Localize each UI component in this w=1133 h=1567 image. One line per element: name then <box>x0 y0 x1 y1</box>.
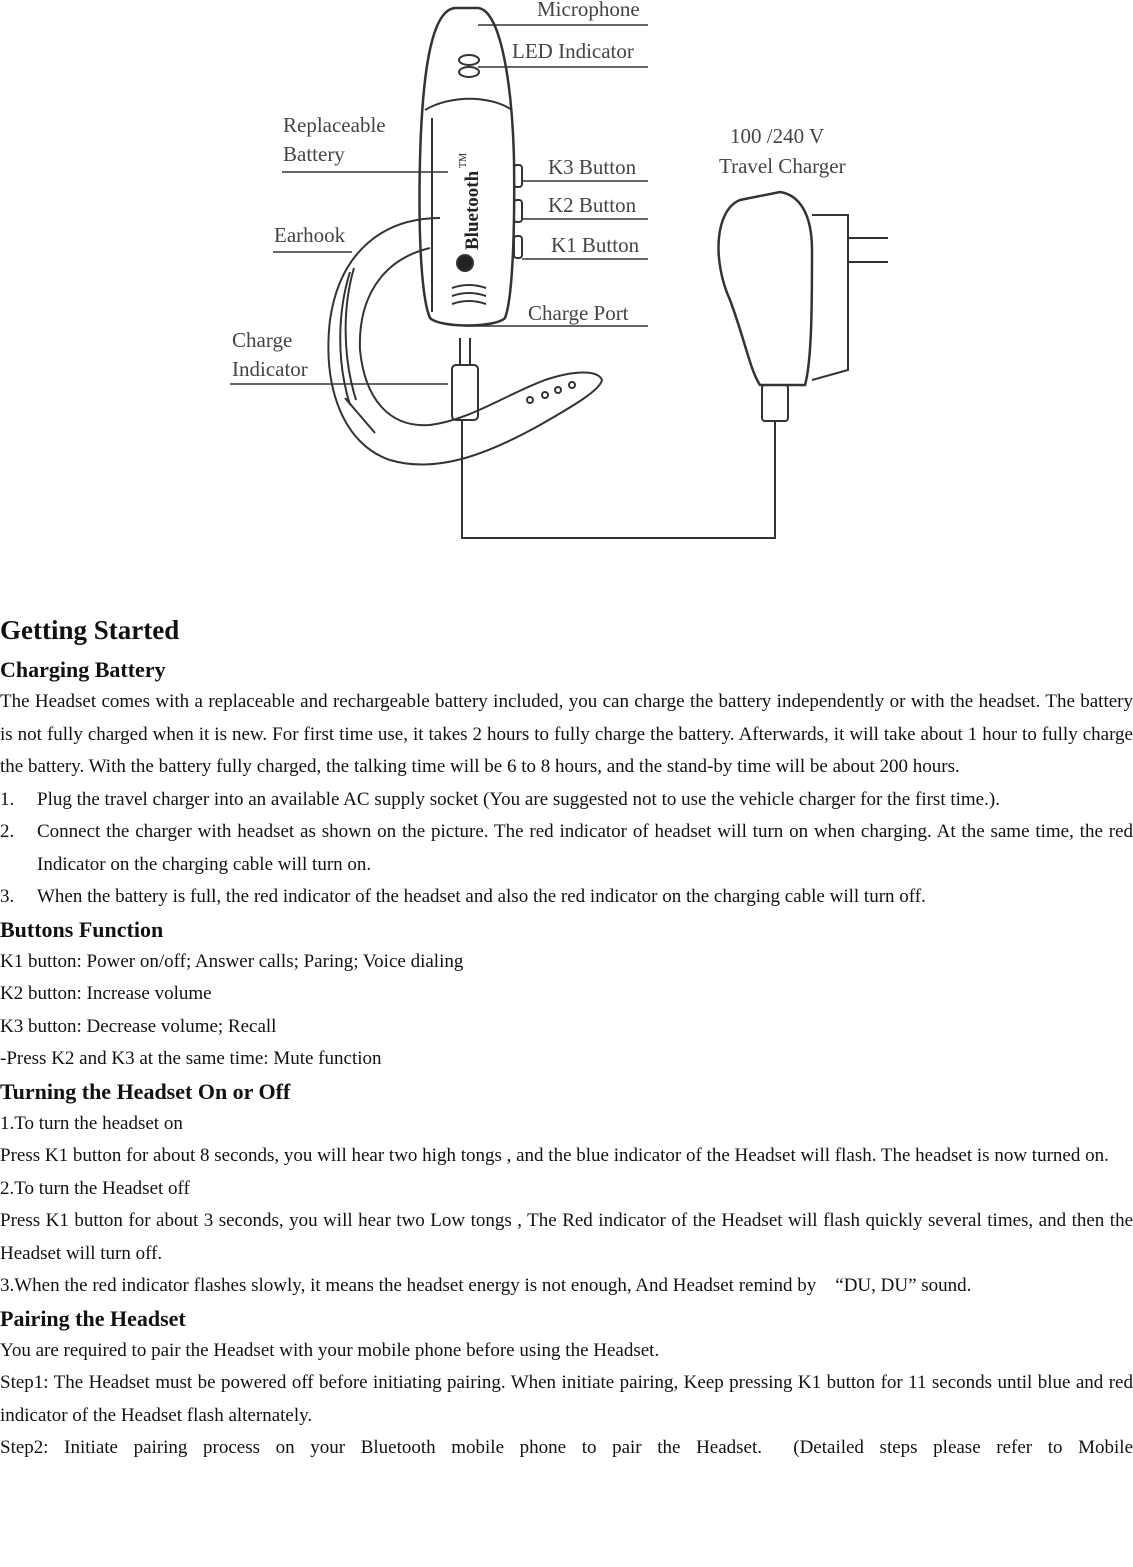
charging-step <box>0 816 1133 881</box>
page-title: Getting Started <box>0 615 180 645</box>
label-k3-button: K3 Button <box>548 155 637 179</box>
headset-body-drawing <box>419 8 522 326</box>
turn-off-text: Press K1 button for about 3 seconds, you will hear two Low tongs , The Red indicator of the Headset will flash quickly several times, and then the Headset will turn off. <box>0 1210 1133 1264</box>
label-charge-port: Charge Port <box>528 301 629 325</box>
document-body <box>0 606 1133 1465</box>
step-number: 3. <box>0 886 15 907</box>
label-charge: Charge <box>232 328 293 352</box>
charge-cable-drawing <box>452 338 775 538</box>
button-line: -Press K2 and K3 at the same time: Mute function <box>0 1048 382 1069</box>
button-line: K3 button: Decrease volume; Recall <box>0 1015 277 1037</box>
label-replaceable: Replaceable <box>283 113 386 137</box>
turn-on-title: 1.To turn the headset on <box>0 1112 183 1134</box>
pairing-step2: Step2: Initiate pairing process on your Bluetooth mobile phone to pair the Headset. (Detailed steps please refer to Mobile <box>0 1437 1133 1458</box>
charging-step <box>0 784 1133 817</box>
label-led-indicator: LED Indicator <box>512 39 634 63</box>
brand-tm: TM <box>458 153 469 168</box>
pairing-step1: Step1: The Headset must be powered off before initiating pairing. When initiate pairing, Keep pressing K1 button for 11 seconds until blue and red indicator of the Headset flash alternately. <box>0 1372 1133 1426</box>
low-battery-text: 3.When the red indicator flashes slowly, it means the headset energy is not enough, And Headset remind by “DU, DU” sound. <box>0 1275 972 1296</box>
travel-charger-drawing <box>719 192 888 421</box>
step-text: Connect the charger with headset as shown on the picture. The red indicator of headset will turn on when charging. At the same time, the red Indicator on the charging cable will turn on. <box>37 821 1133 875</box>
step-text: Plug the travel charger into an available AC supply socket (You are suggested not to use the vehicle charger for the first time.). <box>37 788 1000 810</box>
headset-diagram <box>0 0 1133 560</box>
label-voltage: 100 /240 V <box>730 124 825 148</box>
charging-intro: The Headset comes with a replaceable and rechargeable battery included, you can charge the battery independently or with the headset. The battery is not fully charged when it is new. For first time use, it takes 2 hours to fully charge the battery. Afterwards, it will take about 1 hour to fully charge the battery. With the battery fully charged, the talking time will be 6 to 8 hours, and the stand-by time will be about 200 hours. <box>0 691 1133 777</box>
turn-on-text: Press K1 button for about 8 seconds, you will hear two high tongs , and the blue indicator of the Headset will flash. The headset is now turned on. <box>0 1145 1109 1166</box>
step-number: 2. <box>0 821 15 842</box>
label-earhook: Earhook <box>274 223 346 247</box>
onoff-heading: Turning the Headset On or Off <box>0 1078 291 1104</box>
pairing-heading: Pairing the Headset <box>0 1305 186 1331</box>
button-line: K1 button: Power on/off; Answer calls; Paring; Voice dialing <box>0 950 464 972</box>
label-k1-button: K1 Button <box>551 233 640 257</box>
label-k2-button: K2 Button <box>548 193 637 217</box>
label-microphone: Microphone <box>537 0 640 21</box>
turn-off-title: 2.To turn the Headset off <box>0 1177 190 1199</box>
label-battery: Battery <box>283 142 345 166</box>
step-number: 1. <box>0 788 15 810</box>
pairing-intro: You are required to pair the Headset with your mobile phone before using the Headset. <box>0 1339 660 1361</box>
charging-step <box>0 881 1133 914</box>
brand-text: Bluetooth <box>462 170 483 250</box>
charging-heading: Charging Battery <box>0 657 166 682</box>
label-indicator: Indicator <box>232 357 308 381</box>
button-line: K2 button: Increase volume <box>0 983 212 1004</box>
label-travel-charger: Travel Charger <box>719 154 846 178</box>
step-text: When the battery is full, the red indicator of the headset and also the red indicator on the charging cable will turn off. <box>37 886 926 907</box>
buttons-heading: Buttons Function <box>0 916 164 942</box>
